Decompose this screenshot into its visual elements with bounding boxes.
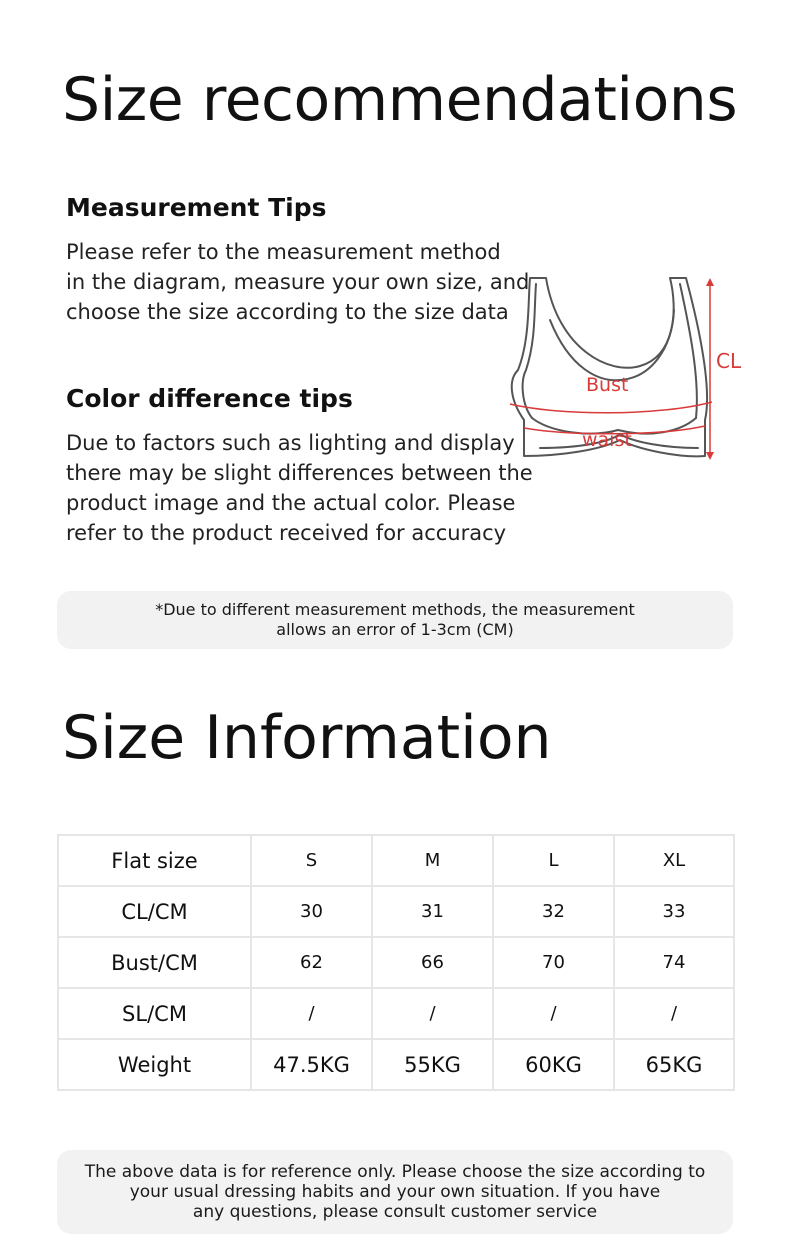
color-tips-line: there may be slight differences between the (66, 461, 533, 485)
reference-disclaimer-note (57, 1150, 733, 1234)
bra-measurement-diagram (500, 270, 750, 470)
table-cell: / (614, 988, 734, 1039)
table-header-row (58, 835, 734, 886)
table-row (58, 937, 734, 988)
header-cell: Flat size (58, 835, 251, 886)
table-cell: 74 (614, 937, 734, 988)
bust-line (510, 402, 712, 413)
measurement-tips-heading: Measurement Tips (66, 193, 327, 222)
header-cell: XL (614, 835, 734, 886)
table-cell: 33 (614, 886, 734, 937)
cl-label: CL (716, 349, 742, 373)
table-row (58, 988, 734, 1039)
table-cell: 32 (493, 886, 614, 937)
table-cell: / (251, 988, 372, 1039)
table-cell: 30 (251, 886, 372, 937)
color-tips-line: product image and the actual color. Please (66, 491, 516, 515)
size-information-title: Size Information (62, 703, 552, 773)
measurement-tips-line: choose the size according to the size data (66, 300, 509, 324)
table-cell: 60KG (493, 1039, 614, 1090)
measurement-error-note (57, 591, 733, 649)
table-cell: 66 (372, 937, 493, 988)
table-cell: 47.5KG (251, 1039, 372, 1090)
color-tips-line: Due to factors such as lighting and display (66, 431, 515, 455)
table-row (58, 886, 734, 937)
measurement-tips-line: in the diagram, measure your own size, and (66, 270, 530, 294)
size-recommendations-title: Size recommendations (62, 65, 738, 135)
color-difference-text (66, 428, 546, 548)
table-cell: 62 (251, 937, 372, 988)
row-label: Bust/CM (58, 937, 251, 988)
table-cell: 65KG (614, 1039, 734, 1090)
table-cell: 55KG (372, 1039, 493, 1090)
waist-label: waist (582, 429, 632, 451)
cl-measure (706, 278, 742, 460)
header-cell: S (251, 835, 372, 886)
table-cell: / (372, 988, 493, 1039)
disclaimer-line: your usual dressing habits and your own situation. If you have (129, 1182, 661, 1202)
measurement-tips-line: Please refer to the measurement method (66, 240, 501, 264)
measurement-tips-text (66, 237, 546, 327)
table-cell: 70 (493, 937, 614, 988)
bust-label: Bust (586, 374, 629, 396)
header-cell: M (372, 835, 493, 886)
color-tips-line: refer to the product received for accuracy (66, 521, 507, 545)
color-difference-heading: Color difference tips (66, 384, 353, 413)
table-row (58, 1039, 734, 1090)
note-line: *Due to different measurement methods, the measurement (155, 600, 635, 619)
row-label: SL/CM (58, 988, 251, 1039)
table-cell: / (493, 988, 614, 1039)
header-cell: L (493, 835, 614, 886)
row-label: CL/CM (58, 886, 251, 937)
row-label: Weight (58, 1039, 251, 1090)
table-cell: 31 (372, 886, 493, 937)
note-line: allows an error of 1-3cm (CM) (276, 620, 514, 639)
size-table (57, 834, 735, 1091)
disclaimer-line: The above data is for reference only. Please choose the size according to (84, 1162, 706, 1182)
disclaimer-line: any questions, please consult customer service (192, 1202, 598, 1222)
